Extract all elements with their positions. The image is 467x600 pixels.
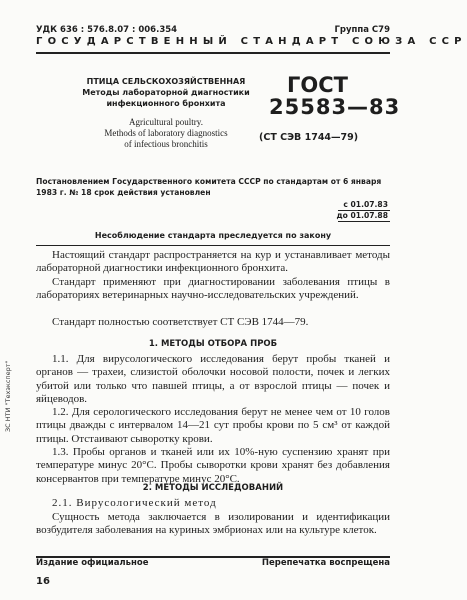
group-code: Группа С79 <box>334 25 390 35</box>
title-en-line-2: Methods of laboratory diagnostics <box>104 128 228 138</box>
legal-notice: Несоблюдение стандарта преследуется по закону <box>94 231 332 240</box>
paragraph-compliance: Стандарт полностью соответствует СТ СЭВ 1744—79. <box>52 316 309 328</box>
clause-2-1-heading: 2.1. Вирусологический метод <box>52 497 217 509</box>
title-ru-line-1: ПТИЦА СЕЛЬСКОХОЗЯЙСТВЕННАЯ <box>86 77 246 86</box>
udk-code: УДК 636 : 576.8.07 : 006.354 <box>36 25 178 35</box>
official-edition-label: Издание официальное <box>36 558 149 568</box>
side-stamp: ЗС НТИ "Техэксперт" <box>4 360 12 432</box>
clause-1-1: 1.1. Для вирусологического исследования берут пробы тканей и органов — трахеи, слизистой оболочки носовой полости, почек и легких убитой или только что павшей птицы, а от взрослой птицы — почек и яйцеводов. <box>36 353 390 405</box>
valid-to-date: до 01.07.88 <box>336 211 388 220</box>
standard-title: ГОСУДАРСТВЕННЫЙ СТАНДАРТ СОЮЗА ССР <box>36 36 467 47</box>
title-en-line-3: of infectious bronchitis <box>124 139 208 149</box>
paragraph-scope: Настоящий стандарт распространяется на кур и устанавливает методы лабораторной диагностики инфекционного бронхита. <box>36 249 390 275</box>
section-heading-sampling: 1. МЕТОДЫ ОТБОРА ПРОБ <box>148 339 278 349</box>
reprint-prohibited-label: Перепечатка воспрещена <box>261 558 390 568</box>
paragraph-application: Стандарт применяют при диагностировании заболевания птицы в лабораториях ветеринарных научно-исследовательских учреждений. <box>36 276 390 302</box>
title-english <box>66 117 266 150</box>
clause-1-3: 1.3. Пробы органов и тканей или их 10%-ную суспензию хранят при температуре минус 20°С. Пробы сыворотки крови хранят без добавления консервантов при температуре минус 20°С. <box>36 446 390 485</box>
gost-label: ГОСТ <box>287 73 348 97</box>
clause-1-2: 1.2. Для серологического исследования берут не менее чем от 10 голов птицы дважды с интервалом 14—21 сут пробы крови по 5 см³ от каждой птицы. Отстаивают сыворотку крови. <box>36 406 390 445</box>
page-number: 16 <box>36 576 50 587</box>
sev-reference: (СТ СЭВ 1744—79) <box>259 132 359 143</box>
valid-to-underline <box>338 221 390 222</box>
top-rule <box>36 52 390 54</box>
title-ru-line-2: Методы лабораторной диагностики <box>82 88 250 97</box>
title-en-line-1: Agricultural poultry. <box>129 117 203 127</box>
section-heading-methods: 2. МЕТОДЫ ИССЛЕДОВАНИЙ <box>142 483 284 493</box>
clause-2-1-text: Сущность метода заключается в изолировании и идентификации возбудителя заболевания на куриных эмбрионах или на культуре клеток. <box>36 511 390 537</box>
gost-number: 25583—83 <box>269 95 401 119</box>
decree-text: Постановлением Государственного комитета СССР по стандартам от 6 января 1983 г. № 18 срок действия установлен <box>36 177 382 197</box>
title-ru-line-3: инфекционного бронхита <box>106 99 226 108</box>
header-separator <box>36 245 390 246</box>
valid-from-date: с 01.07.83 <box>343 200 388 209</box>
title-russian <box>66 76 266 109</box>
